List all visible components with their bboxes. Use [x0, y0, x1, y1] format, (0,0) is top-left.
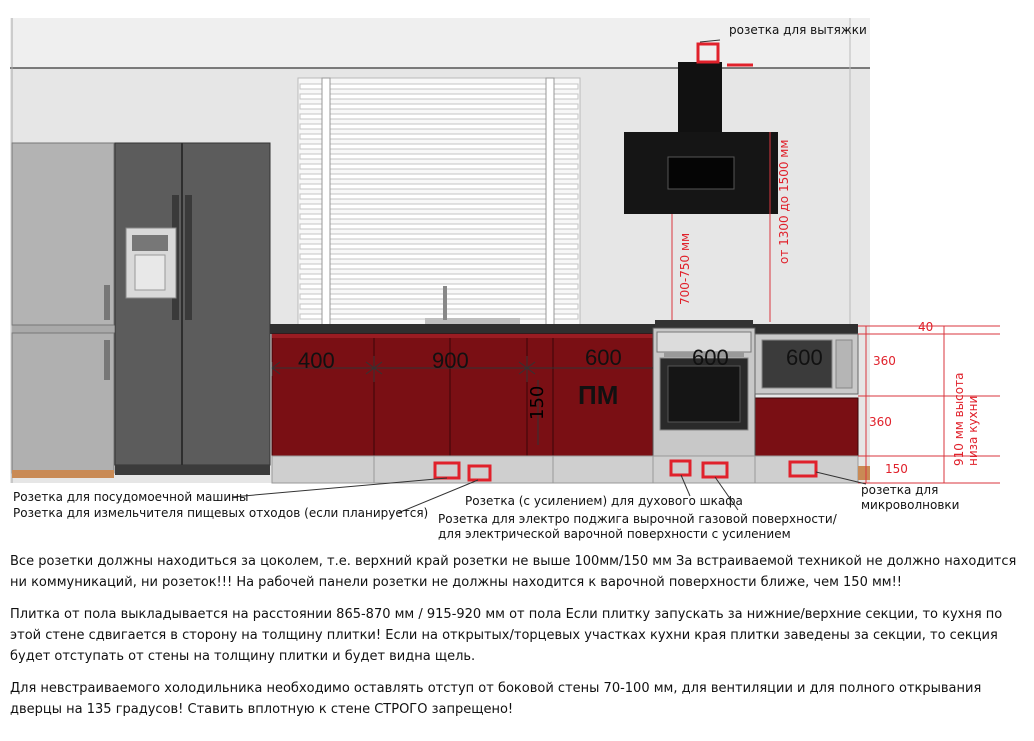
ignition-socket-label: Розетка для электро поджига вырочной газовой поверхности/для электрической варочной поверхности с усилением — [438, 512, 837, 541]
microwave-socket-label: розетка для микроволновки — [861, 483, 960, 512]
hood-socket-label: розетка для вытяжки — [729, 23, 867, 37]
blind-slat — [300, 194, 578, 199]
blind-slat — [300, 224, 578, 229]
blind-slat — [300, 284, 578, 289]
freestanding-fridge — [12, 143, 114, 478]
note-sockets: Все розетки должны находиться за цоколем, т.е. верхний край розетки не выше 100мм/150 мм За встраиваемой техникой не должно находится ни коммуникаций, ни розеток!!! На рабочей панели розетки не должны находится к варочной поверхности ближе, чем 150 мм!! — [10, 554, 1017, 590]
plinth — [272, 456, 858, 483]
blind-slat — [300, 274, 578, 279]
dim-40: 40 — [918, 320, 934, 334]
blind-slat — [300, 154, 578, 159]
blind-slat — [300, 144, 578, 149]
dim-150-bottom: 150 — [885, 462, 908, 476]
blind-slat — [300, 264, 578, 269]
blind-slat — [300, 104, 578, 109]
side-by-side-fridge — [115, 143, 270, 475]
disposer-socket-label: Розетка для измельчителя пищевых отходов (если планируется) — [13, 506, 429, 520]
dim-600-micro: 600 — [786, 345, 823, 370]
dim-910-base: 910 мм высота низа кухни — [952, 372, 980, 466]
blind-slat — [300, 164, 578, 169]
dim-hood-700-750: 700-750 мм — [678, 232, 692, 305]
blind-slat — [300, 204, 578, 209]
dim-600-pm: 600 — [585, 345, 622, 370]
dim-360-a: 360 — [873, 354, 896, 368]
dim-900: 900 — [432, 348, 469, 373]
blind-slat — [300, 134, 578, 139]
blind-slat — [300, 304, 578, 309]
blind-slat — [300, 244, 578, 249]
note-tiles: Плитка от пола выкладывается на расстоянии 865-870 мм / 915-920 мм от пола Если плитку запускать за нижние/верхние секции, то кухня по этой стене сдвигается в сторону на толщину плитки! Если на открытых/торцевых участках кухни края плитки заведены за секции, то секция будет отступать от стены на толщину плитки и будет видна щель. — [10, 607, 1003, 664]
dim-plinth-150: 150 — [527, 385, 548, 420]
blind-slat — [300, 114, 578, 119]
blind-slat — [300, 294, 578, 299]
blind-slat — [300, 184, 578, 189]
blind-slat — [300, 254, 578, 259]
blind-slat — [300, 234, 578, 239]
blind-slat — [300, 124, 578, 129]
dim-hood-1300-1500: от 1300 до 1500 мм — [777, 139, 791, 264]
countertop — [270, 324, 858, 334]
dim-600-oven: 600 — [692, 345, 729, 370]
dim-360-b: 360 — [869, 415, 892, 429]
dim-400: 400 — [298, 348, 335, 373]
dishwasher-socket-label: Розетка для посудомоечной машины — [13, 490, 249, 504]
blind-slat — [300, 214, 578, 219]
note-fridge: Для невстраиваемого холодильника необходимо оставлять отступ от боковой стены 70-100 мм, для вентиляции и для полного открывания дверцы на 135 градусов! Ставить вплотную к стене СТРОГО запрещено! — [10, 681, 982, 717]
blind-slat — [300, 84, 578, 89]
blind-slat — [300, 174, 578, 179]
pm-label: ПМ — [578, 380, 619, 410]
window-blinds — [298, 78, 580, 328]
oven-socket-label: Розетка (с усилением) для духового шкафа — [465, 494, 743, 508]
blind-slat — [300, 94, 578, 99]
